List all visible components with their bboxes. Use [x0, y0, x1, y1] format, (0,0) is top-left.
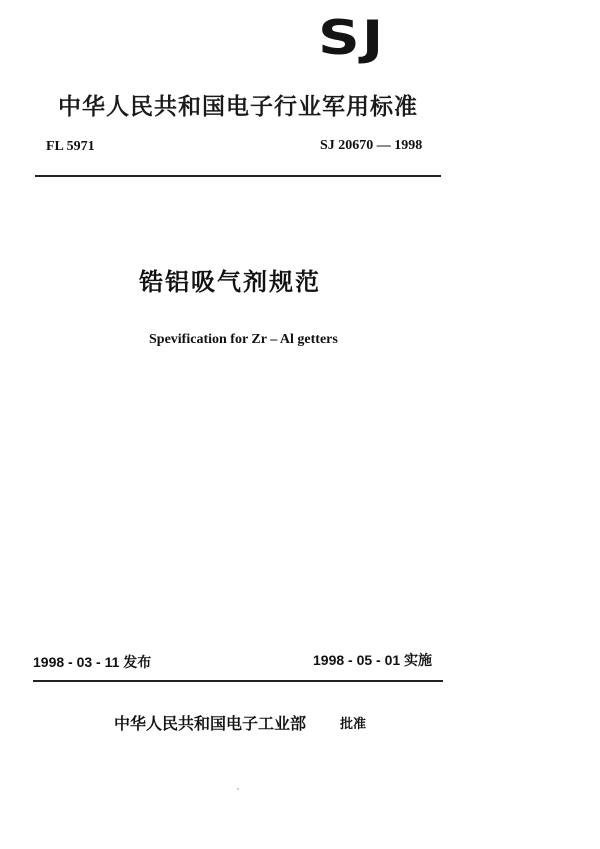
issue-date: 1998 - 03 - 11 发布 — [33, 654, 152, 670]
footer-divider — [33, 680, 443, 682]
header-divider — [35, 175, 441, 177]
sj-logo: SJ — [318, 9, 386, 66]
standard-type-title: 中华人民共和国电子行业军用标准 — [58, 94, 418, 120]
scan-speck — [237, 788, 239, 790]
classification-code: FL 5971 — [46, 139, 95, 154]
issuing-authority: 中华人民共和国电子工业部 — [114, 714, 307, 733]
standard-number: SJ 20670 — 1998 — [320, 138, 423, 153]
approval-label: 批准 — [340, 717, 367, 732]
effective-date: 1998 - 05 - 01 实施 — [313, 652, 433, 668]
document-title-chinese: 锆铝吸气剂规范 — [139, 268, 321, 296]
document-title-english: Spevification for Zr – Al getters — [149, 332, 338, 347]
